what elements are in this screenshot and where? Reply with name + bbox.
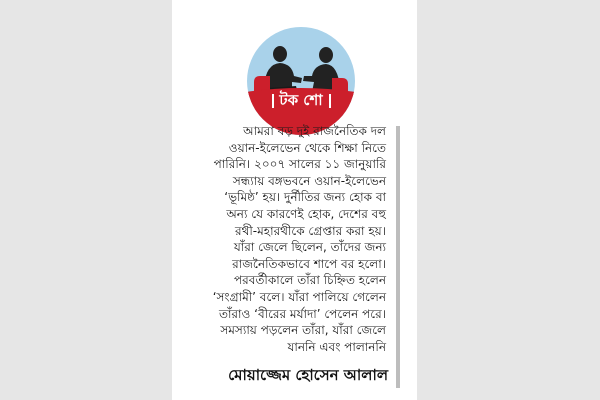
quote-line: ‘ভূমিষ্ঠ’ হয়। দুর্নীতির জন্য হোক বা [224,190,386,205]
talk-show-illustration-icon [246,26,356,136]
quote-line: যাননি এবং পালাননি [287,339,386,354]
quote-line: রথী-মহারথীকে গ্রেপ্তার করা হয়। [235,223,386,238]
author-name: মোয়াজ্জেম হোসেন আলাল [228,366,388,384]
quote-line: পরবর্তীকালে তাঁরা চিহ্নিত হলেন [233,273,386,288]
quote-line: রাজনৈতিকভাবে শাপে বর হলো। [232,256,386,271]
quote-line: পারিনি। ২০০৭ সালের ১১ জানুয়ারি [213,157,386,172]
talk-show-badge [246,26,356,136]
quote-text [198,123,386,355]
quote-side-rule [396,126,400,388]
quote-line: তাঁরাও ‘বীরের মর্যাদা’ পেলেন পরে। [218,306,386,321]
badge-label: টক শো [279,91,323,109]
quote-line: ওয়ান-ইলেভেন থেকে শিক্ষা নিতে [228,140,386,155]
quote-line: সন্ধ্যায় বঙ্গভবনে ওয়ান-ইলেভেন [232,173,386,188]
quote-line: ‘সংগ্রামী’ বলে। যাঁরা পালিয়ে গেলেন [212,289,386,304]
quote-line: আমরা বড় দুই রাজনৈতিক দল [243,124,386,138]
quote-line: সমস্যায় পড়লেন তাঁরা, যাঁরা জেলে [220,323,386,338]
quote-line: অন্য যে কারণেই হোক, দেশের বহু [226,206,386,221]
quote-line: যাঁরা জেলে ছিলেন, তাঁদের জন্য [233,240,386,255]
